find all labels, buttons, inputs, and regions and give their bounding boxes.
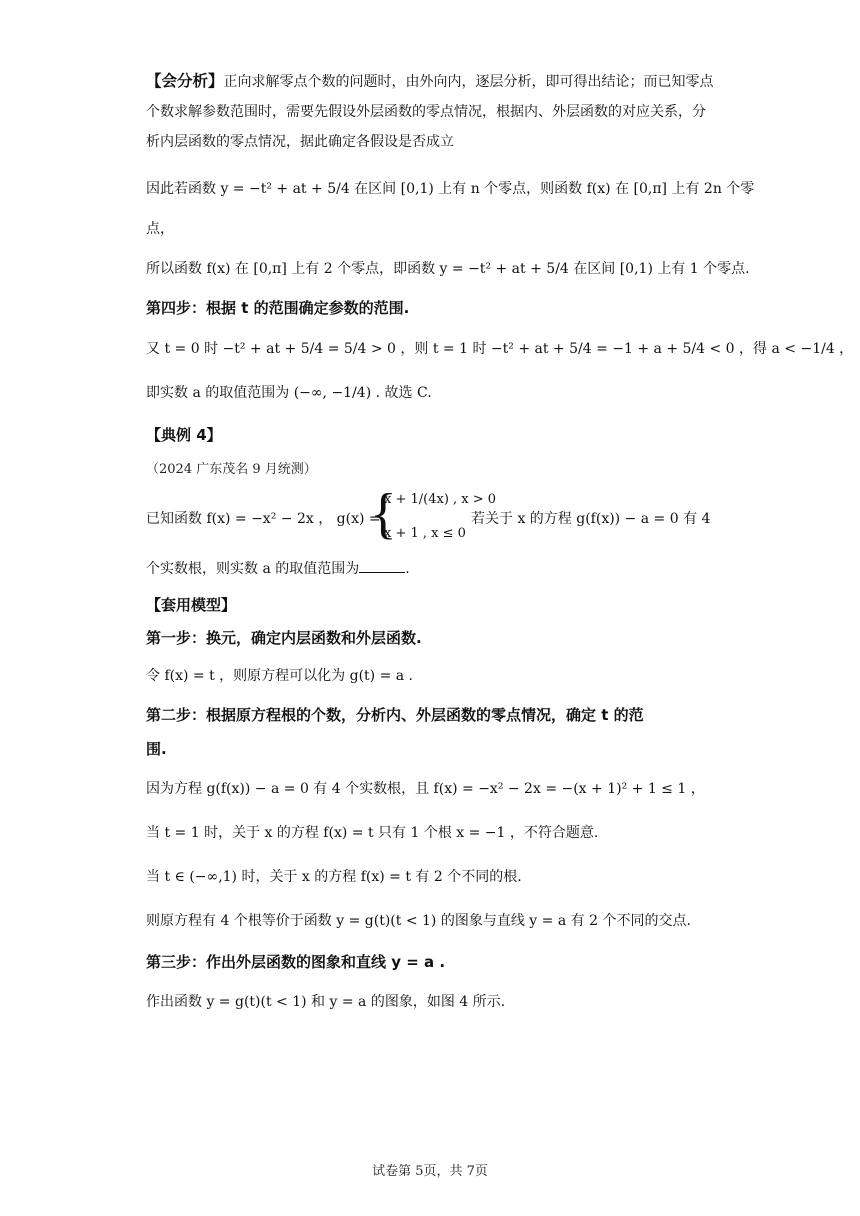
text-line-7: 当 t = 1 时，关于 x 的方程 f(x) = t 只有 1 个根 x = −1 ，不符合题意. bbox=[146, 825, 599, 841]
analysis-paragraph bbox=[146, 66, 716, 157]
step-1-heading: 第一步：换元，确定内层函数和外层函数. bbox=[146, 629, 422, 647]
step-2-heading-b: 围. bbox=[146, 740, 167, 758]
example-source: （2024 广东茂名 9 月统测） bbox=[146, 462, 317, 477]
text-line-3: 又 t = 0 时 −t² + at + 5/4 = 5/4 > 0 ，则 t = 1 时 −t² + at + 5/4 = −1 + a + 5/4 < 0 ，得 a < −1/4 ， bbox=[146, 341, 854, 357]
step-4-heading: 第四步：根据 t 的范围确定参数的范围. bbox=[146, 299, 410, 317]
text-line-9: 则原方程有 4 个根等价于函数 y = g(t)(t < 1) 的图象与直线 y = a 有 2 个不同的交点. bbox=[146, 913, 691, 929]
piecewise-case-2: x + 1 , x ≤ 0 bbox=[384, 526, 466, 541]
page-footer: 试卷第 5页，共 7页 bbox=[372, 1164, 488, 1179]
text-line-2: 所以函数 f(x) 在 [0,π] 上有 2 个零点，即函数 y = −t² + at + 5/4 在区间 [0,1) 上有 1 个零点. bbox=[146, 261, 750, 277]
question-piecewise-line bbox=[146, 483, 726, 548]
question-line-2-text: 个实数根，则实数 a 的取值范围为 bbox=[146, 561, 360, 577]
analysis-label: 【会分析】 bbox=[146, 72, 224, 90]
text-line-10: 作出函数 y = g(t)(t < 1) 和 y = a 的图象，如图 4 所示. bbox=[146, 994, 506, 1010]
analysis-text: 正向求解零点个数的问题时，由外向内，逐层分析，即可得出结论；而已知零点个数求解参数范围时，需要先假设外层函数的零点情况，根据内、外层函数的对应关系，分析内层函数的零点情况，据此确定各假设是否成立 bbox=[146, 74, 714, 150]
text-line-1b: 点， bbox=[146, 221, 174, 237]
answer-blank bbox=[359, 558, 405, 573]
model-heading: 【套用模型】 bbox=[146, 596, 237, 614]
example-heading: 【典例 4】 bbox=[146, 426, 222, 444]
step-2-heading-a: 第二步：根据原方程根的个数，分析内、外层函数的零点情况，确定 t 的范 bbox=[146, 706, 644, 724]
text-line-8: 当 t ∈ (−∞,1) 时，关于 x 的方程 f(x) = t 有 2 个不同的根. bbox=[146, 869, 522, 885]
text-line-1: 因此若函数 y = −t² + at + 5/4 在区间 [0,1) 上有 n 个零点，则函数 f(x) 在 [0,π] 上有 2n 个零 bbox=[146, 181, 755, 197]
text-line-5: 令 f(x) = t ，则原方程可以化为 g(t) = a . bbox=[146, 668, 413, 684]
question-period: . bbox=[405, 561, 410, 577]
text-line-4: 即实数 a 的取值范围为 (−∞, −1/4) . 故选 C. bbox=[146, 385, 432, 401]
step-3-heading: 第三步：作出外层函数的图象和直线 y = a . bbox=[146, 953, 446, 971]
question-prefix: 已知函数 f(x) = −x² − 2x ， g(x) = bbox=[146, 511, 381, 527]
text-line-6: 因为方程 g(f(x)) − a = 0 有 4 个实数根，且 f(x) = −x² − 2x = −(x + 1)² + 1 ≤ 1 ， bbox=[146, 781, 705, 797]
piecewise-brace: { bbox=[370, 483, 397, 545]
question-suffix: 若关于 x 的方程 g(f(x)) − a = 0 有 4 bbox=[471, 511, 711, 527]
question-line-2 bbox=[146, 558, 726, 578]
piecewise-case-1: x + 1/(4x) , x > 0 bbox=[384, 492, 497, 507]
